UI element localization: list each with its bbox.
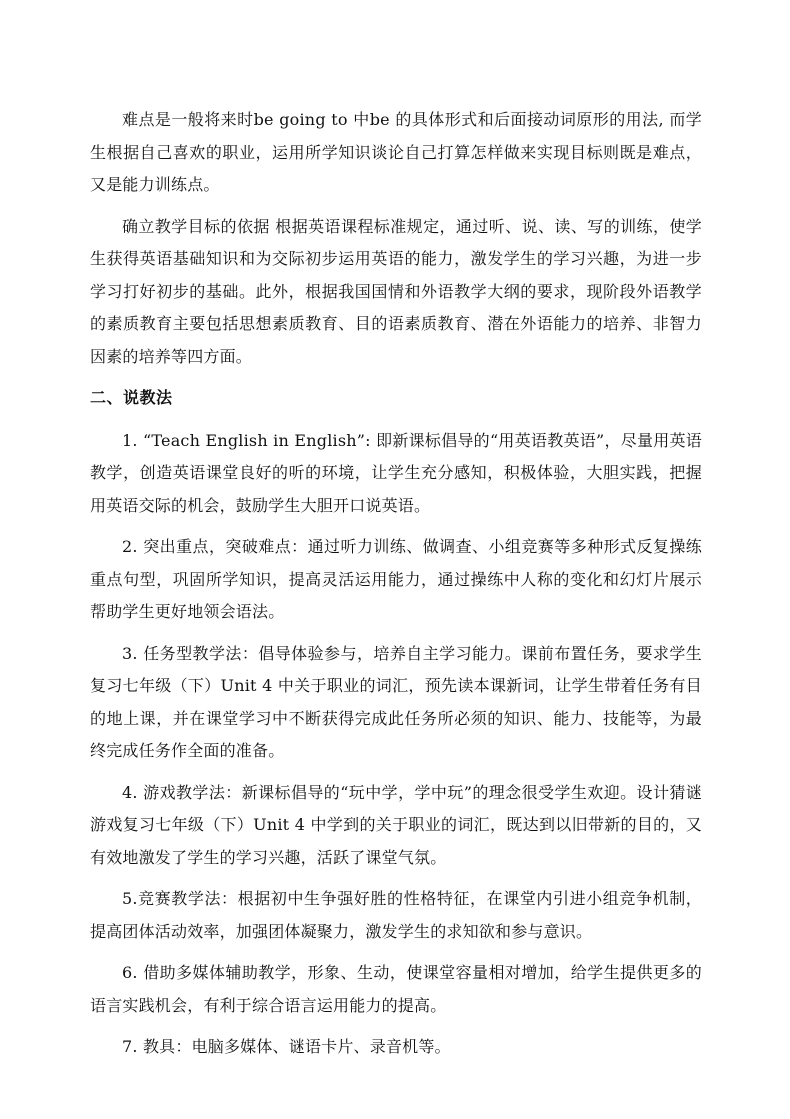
paragraph-teaching-goal-basis: 确立教学目标的依据 根据英语课程标准规定，通过听、说、读、写的训练，使学生获得英语基础知识和为交际初步运用英语的能力，激发学生的学习兴趣，为进一步学习打好初步的基础。此外，根据我国国情和外语教学大纲的要求，现阶段外语教学的素质教育主要包括思想素质教育、目的语素质教育、潜在外语能力的培养、非智力因素的培养等四方面。 (90, 216, 702, 366)
paragraph-method-1: 1. “Teach English in English”: 即新课标倡导的“用英语教英语”，尽量用英语教学，创造英语课堂良好的听的环境，让学生充分感知，积极体验，大胆实践，把握用英语交际的机会，鼓励学生大胆开口说英语。 (90, 430, 702, 515)
paragraph-method-7: 7. 教具：电脑多媒体、谜语卡片、录音机等。 (122, 1037, 451, 1056)
section-heading-teaching-method: 二、说教法 (90, 388, 173, 407)
paragraph-method-4: 4. 游戏教学法：新课标倡导的“玩中学，学中玩”的理念很受学生欢迎。设计猜谜游戏复习七年级（下）Unit 4 中学到的关于职业的词汇，既达到以旧带新的目的，又有效地激发了学生的学习兴趣，活跃了课堂气氛。 (90, 782, 702, 867)
paragraph-method-5: 5.竞赛教学法：根据初中生争强好胜的性格特征，在课堂内引进小组竞争机制，提高团体活动效率，加强团体凝聚力，激发学生的求知欲和参与意识。 (90, 889, 702, 941)
paragraph-method-3: 3. 任务型教学法：倡导体验参与，培养自主学习能力。课前布置任务，要求学生复习七年级（下）Unit 4 中关于职业的词汇，预先读本课新词，让学生带着任务有目的地上课，并在课堂学习中不断获得完成此任务所必须的知识、能力、技能等，为最终完成任务作全面的准备。 (90, 643, 702, 760)
paragraph-method-6: 6. 借助多媒体辅助教学，形象、生动，使课堂容量相对增加，给学生提供更多的语言实践机会，有利于综合语言运用能力的提高。 (90, 963, 702, 1015)
paragraph-method-2: 2. 突出重点，突破难点：通过听力训练、做调查、小组竞赛等多种形式反复操练重点句型，巩固所学知识，提高灵活运用能力，通过操练中人称的变化和幻灯片展示帮助学生更好地领会语法。 (90, 537, 702, 621)
paragraph-difficulty: 难点是一般将来时be going to 中be 的具体形式和后面接动词原形的用法, 而学生根据自己喜欢的职业，运用所学知识谈论自己打算怎样做来实现目标则既是难点，又是能力训练点。 (90, 110, 702, 194)
document-page (90, 104, 702, 1073)
